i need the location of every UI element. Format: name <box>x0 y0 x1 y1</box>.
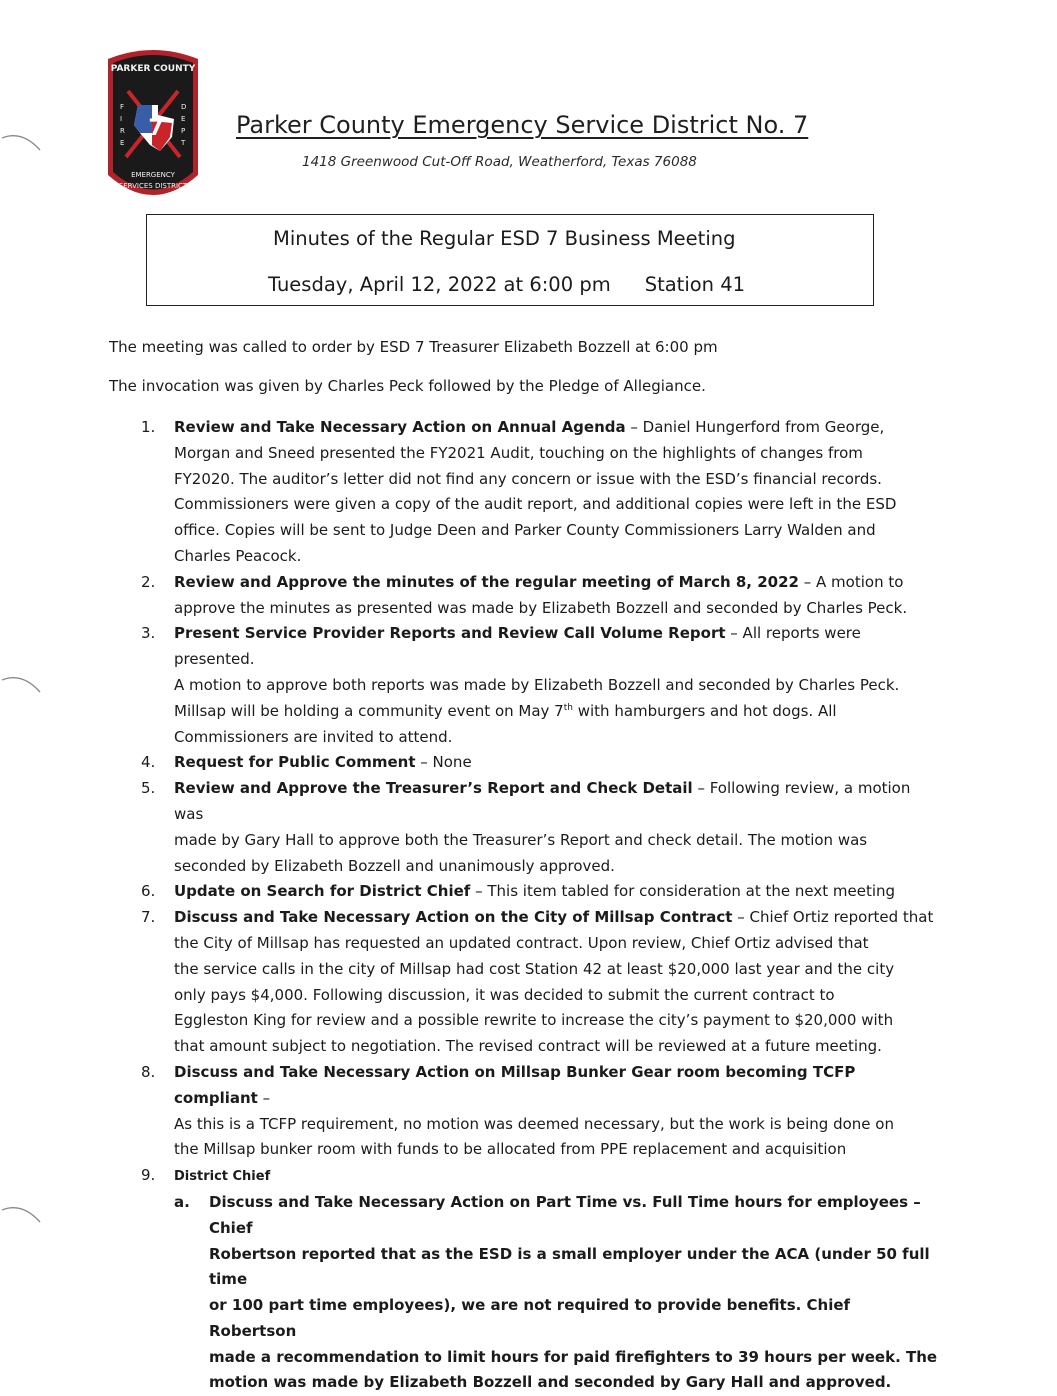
agenda-item-title: Discuss and Take Necessary Action on Millsap Bunker Gear room becoming TCFP compliant <box>174 1062 856 1107</box>
agenda-item-number: 6. <box>141 882 156 901</box>
meeting-date: Tuesday, April 12, 2022 at 6:00 pm <box>268 273 611 296</box>
agenda-item-number: 9. <box>141 1166 156 1185</box>
svg-text:EMERGENCY: EMERGENCY <box>131 171 175 179</box>
meeting-header-box <box>146 214 874 306</box>
agenda-item: 8. Discuss and Take Necessary Action on Millsap Bunker Gear room becoming TCFP compliant – As this is a TCFP requirement, no motion was deemed necessary, but the work is being done on the Millsap bunker room with funds to be allocated from PPE replacement and acquisition <box>141 1060 941 1163</box>
agenda-item: 2. Review and Approve the minutes of the regular meeting of March 8, 2022 – A motion to approve the minutes as presented was made by Elizabeth Bozzell and seconded by Charles Peck. <box>141 570 941 622</box>
agenda-list <box>141 415 941 1396</box>
agenda-item <box>141 1163 941 1396</box>
svg-text:P: P <box>181 127 186 135</box>
agenda-subitem: a. Discuss and Take Necessary Action on Part Time vs. Full Time hours for employees – Chief Robertson reported that as the ESD is a small employer under the ACA (under 50 full time or 100 part time employees), we are not required to provide benefits. Chief Robertson made a recommendation to limit hours for paid firefighters to 39 hours per week. The motion was made by Elizabeth Bozzell and seconded by Gary Hall and approved. <box>174 1190 941 1396</box>
organization-address: 1418 Greenwood Cut-Off Road, Weatherford, Texas 76088 <box>302 154 697 170</box>
invocation-text: The invocation was given by Charles Peck followed by the Pledge of Allegiance. <box>109 377 706 395</box>
binder-hole-mark <box>0 128 48 168</box>
svg-text:E: E <box>181 115 186 123</box>
svg-text:T: T <box>181 139 186 147</box>
svg-text:F: F <box>120 103 125 111</box>
svg-text:R: R <box>120 127 125 135</box>
organization-title: Parker County Emergency Service District No. 7 <box>236 111 809 139</box>
agenda-item-title: Review and Approve the Treasurer’s Report and Check Detail <box>174 779 693 798</box>
binder-hole-mark <box>0 1198 48 1238</box>
meeting-location: Station 41 <box>644 273 746 296</box>
svg-text:D: D <box>181 103 187 111</box>
meeting-date-location <box>268 273 745 296</box>
meeting-title: Minutes of the Regular ESD 7 Business Meeting <box>273 227 736 250</box>
agenda-item-number: 2. <box>141 572 156 591</box>
agenda-item-number: 8. <box>141 1062 156 1081</box>
agenda-item-number: 3. <box>141 624 156 643</box>
svg-text:E: E <box>120 139 125 147</box>
svg-text:7: 7 <box>148 116 164 141</box>
agenda-item-title: Request for Public Comment <box>174 753 416 772</box>
binder-hole-mark <box>0 668 48 708</box>
agenda-item-number: 7. <box>141 908 156 927</box>
agenda-item-number: 1. <box>141 418 156 436</box>
agenda-item-number: 4. <box>141 753 156 772</box>
agenda-item-number: 5. <box>141 779 156 798</box>
agenda-item-title: Update on Search for District Chief <box>174 882 471 901</box>
agenda-item: 5. Review and Approve the Treasurer’s Report and Check Detail – Following review, a motion was made by Gary Hall to approve both the Treasurer’s Report and check detail. The motion was seconded by Elizabeth Bozzell and unanimously approved. <box>141 776 941 879</box>
svg-text:I: I <box>120 115 123 123</box>
agenda-item: 1. Review and Take Necessary Action on Annual Agenda – Daniel Hungerford from George, Morgan and Sneed presented the FY2021 Audit, touching on the highlights of changes from FY2020. The auditor’s letter did not find any concern or issue with the ESD’s financial records. Commissioners were given a copy of the audit report, and additional copies were left in the ESD office. Copies will be sent to Judge Deen and Parker County Commissioners Larry Walden and Charles Peacock. <box>141 415 941 570</box>
agenda-item-title: Present Service Provider Reports and Review Call Volume Report <box>174 624 726 643</box>
agenda-item: 6. Update on Search for District Chief – This item tabled for consideration at the next meeting <box>141 879 941 905</box>
agenda-item: 3. Present Service Provider Reports and Review Call Volume Report – All reports were presented. A motion to approve both reports was made by Elizabeth Bozzell and seconded by Charles Peck. Millsap will be holding a community event on May 7th with hamburgers and hot dogs. All Commissioners are invited to attend. <box>141 621 941 750</box>
agenda-subitem-letter: a. <box>174 1192 190 1211</box>
agenda-item: 7. Discuss and Take Necessary Action on the City of Millsap Contract – Chief Ortiz reported that the City of Millsap has requested an updated contract. Upon review, Chief Ortiz advised that the service calls in the city of Millsap had cost Station 42 at least $20,000 last year and the city only pays $4,000. Following discussion, it was decided to submit the current contract to Eggleston King for review and a possible rewrite to increase the city’s payment to $20,000 with that amount subject to negotiation. The revised contract will be reviewed at a future meeting. <box>141 905 941 1060</box>
svg-text:PARKER COUNTY: PARKER COUNTY <box>110 64 196 74</box>
agenda-item-title: Discuss and Take Necessary Action on the City of Millsap Contract <box>174 908 733 927</box>
agenda-item-title: Review and Take Necessary Action on Annual Agenda <box>174 418 626 436</box>
svg-text:SERVICES DISTRICT: SERVICES DISTRICT <box>118 182 188 190</box>
agenda-item: 4. Request for Public Comment – None <box>141 750 941 776</box>
call-to-order-text: The meeting was called to order by ESD 7 Treasurer Elizabeth Bozzell at 6:00 pm <box>109 338 718 356</box>
agenda-item-title: Review and Approve the minutes of the regular meeting of March 8, 2022 <box>174 572 799 591</box>
agenda-item-title: District Chief <box>174 1169 271 1185</box>
esd-logo-badge <box>100 47 206 207</box>
